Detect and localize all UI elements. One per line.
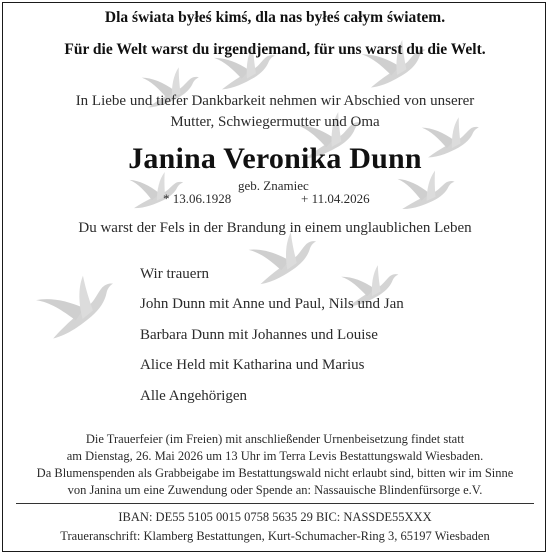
bank-details: IBAN: DE55 5105 0015 0758 5635 29 BIC: NASSDE55XXX <box>118 510 432 524</box>
goose-icon <box>32 263 123 341</box>
mourning-address: Traueranschrift: Klamberg Bestattungen, Kurt-Schumacher-Ring 3, 65197 Wiesbaden <box>60 529 490 543</box>
birth-date: * 13.06.1928 <box>163 191 232 206</box>
mourner-line: Barbara Dunn mit Johannes und Louise <box>140 327 378 343</box>
memorial-verse: Du warst der Fels in der Brandung in einem unglaublichen Leben <box>78 220 472 236</box>
mourner-line: John Dunn mit Anne und Paul, Nils und Jan <box>140 296 404 312</box>
motto-polish: Dla świata byłeś kimś, dla nas byłeś całym światem. <box>104 9 446 26</box>
deceased-name: Janina Veronika Dunn <box>128 142 422 175</box>
notice-line-2: am Dienstag, 26. Mai 2026 um 13 Uhr im Terra Levis Bestattungswald Wiesbaden. <box>66 449 484 463</box>
death-date: + 11.04.2026 <box>301 191 370 206</box>
notice-line-1: Die Trauerfeier (im Freien) mit anschließender Urnenbeisetzung findet statt <box>85 432 465 446</box>
mourner-line: Alice Held mit Katharina und Marius <box>140 357 365 373</box>
maiden-name: geb. Znamiec <box>238 178 309 193</box>
notice-line-3: Da Blumenspenden als Grabbeigabe im Bestattungswald nicht erlaubt sind, bitten wir im Sinne <box>36 466 514 480</box>
notice-line-4: von Janina um eine Zuwendung oder Spende an: Nassauische Blindenfürsorge e.V. <box>67 483 483 497</box>
intro-line-1: In Liebe und tiefer Dankbarkeit nehmen wir Abschied von unserer <box>75 93 475 109</box>
divider-line <box>16 503 534 504</box>
mourners-heading: Wir trauern <box>140 266 209 282</box>
motto-german: Für die Welt warst du irgendjemand, für uns warst du die Welt. <box>64 41 486 58</box>
intro-line-2: Mutter, Schwiegermutter und Oma <box>170 114 380 130</box>
mourner-line: Alle Angehörigen <box>140 388 248 404</box>
